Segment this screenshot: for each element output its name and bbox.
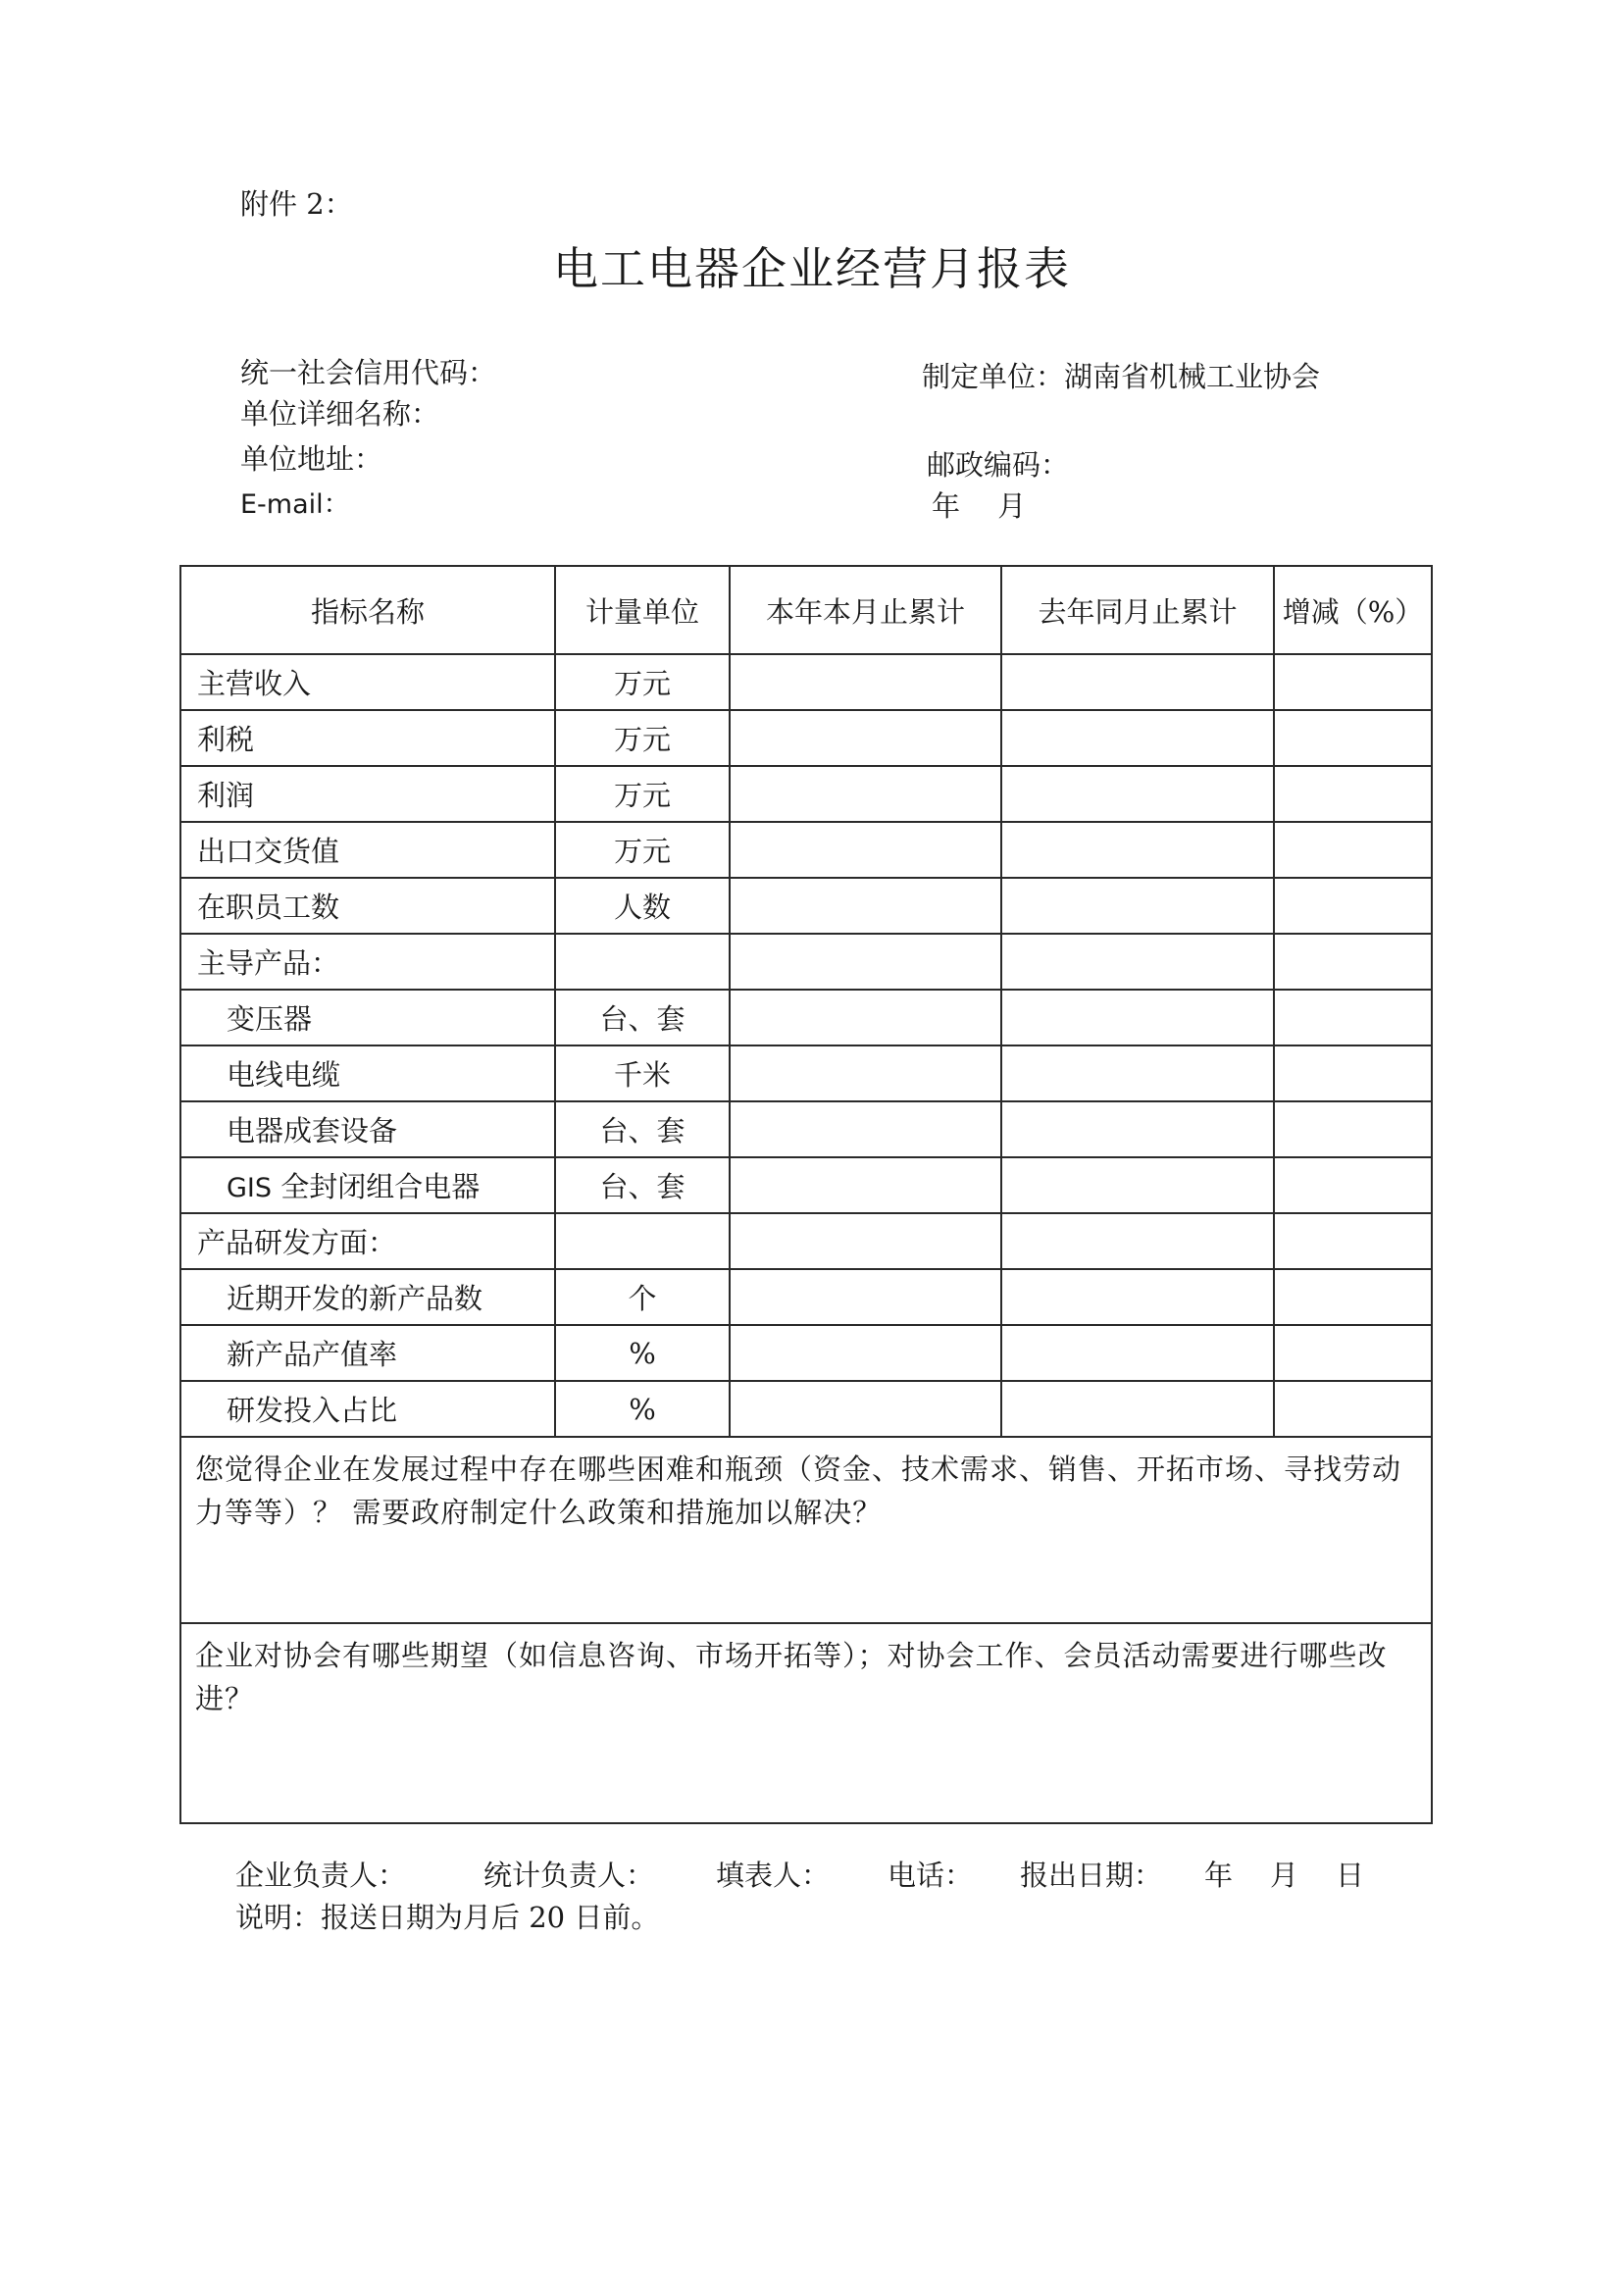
report-table xyxy=(179,565,1433,1824)
last-year-cumulative-cell[interactable] xyxy=(1001,1381,1274,1437)
column-header: 计量单位 xyxy=(555,566,730,654)
indicator-unit: 台、套 xyxy=(555,1157,730,1213)
table-row xyxy=(180,1157,1432,1213)
indicator-name: 出口交货值 xyxy=(180,822,555,878)
indicator-name: 新产品产值率 xyxy=(180,1325,555,1381)
last-year-cumulative-cell[interactable] xyxy=(1001,1269,1274,1325)
current-cumulative-cell[interactable] xyxy=(730,1045,1001,1101)
submission-note: 说明：报送日期为月后 20 日前。 xyxy=(235,1901,660,1934)
change-percent-cell[interactable] xyxy=(1274,1157,1432,1213)
section-heading: 产品研发方面： xyxy=(180,1213,555,1269)
attachment-label: 附件 2： xyxy=(240,187,353,221)
indicator-unit xyxy=(555,1213,730,1269)
change-percent-cell[interactable] xyxy=(1274,1101,1432,1157)
indicator-name: 变压器 xyxy=(180,990,555,1045)
indicator-unit: % xyxy=(555,1381,730,1437)
expectations-question-text: 企业对协会有哪些期望（如信息咨询、市场开拓等）；对协会工作、会员活动需要进行哪些改进？ xyxy=(195,1639,1388,1715)
last-year-cumulative-cell[interactable] xyxy=(1001,934,1274,990)
table-row xyxy=(180,1213,1432,1269)
change-percent-cell[interactable] xyxy=(1274,1269,1432,1325)
indicator-unit xyxy=(555,934,730,990)
current-cumulative-cell[interactable] xyxy=(730,1157,1001,1213)
last-year-cumulative-cell[interactable] xyxy=(1001,1213,1274,1269)
date-month-label: 月 xyxy=(1270,1859,1299,1892)
date-year-label: 年 xyxy=(1204,1859,1234,1892)
credit-code-label: 统一社会信用代码： xyxy=(240,356,497,389)
unit-address-label: 单位地址： xyxy=(240,442,383,476)
current-cumulative-cell[interactable] xyxy=(730,1381,1001,1437)
table-row xyxy=(180,1269,1432,1325)
page-title: 电工电器企业经营月报表 xyxy=(553,242,1071,295)
indicator-unit: 万元 xyxy=(555,822,730,878)
indicator-unit: 千米 xyxy=(555,1045,730,1101)
indicator-name-prefix: GIS xyxy=(227,1173,273,1203)
current-cumulative-cell[interactable] xyxy=(730,766,1001,822)
current-cumulative-cell[interactable] xyxy=(730,822,1001,878)
postal-code-label: 邮政编码： xyxy=(927,448,1070,482)
table-row xyxy=(180,990,1432,1045)
indicator-name-rest: 全封闭组合电器 xyxy=(272,1170,481,1203)
table-row xyxy=(180,1381,1432,1437)
question-row xyxy=(180,1623,1432,1823)
change-percent-cell[interactable] xyxy=(1274,822,1432,878)
indicator-name: 研发投入占比 xyxy=(180,1381,555,1437)
change-percent-cell[interactable] xyxy=(1274,1045,1432,1101)
indicator-name: 利税 xyxy=(180,710,555,766)
current-cumulative-cell[interactable] xyxy=(730,1101,1001,1157)
indicator-name: 电器成套设备 xyxy=(180,1101,555,1157)
indicator-name: 在职员工数 xyxy=(180,878,555,934)
difficulties-question-cell[interactable] xyxy=(180,1437,1432,1623)
change-percent-cell[interactable] xyxy=(1274,1325,1432,1381)
change-percent-cell[interactable] xyxy=(1274,766,1432,822)
column-header: 指标名称 xyxy=(180,566,555,654)
difficulties-question-text: 您觉得企业在发展过程中存在哪些困难和瓶颈（资金、技术需求、销售、开拓市场、寻找劳动力等等）？ 需要政府制定什么政策和措施加以解决？ xyxy=(195,1453,1402,1529)
indicator-unit: 人数 xyxy=(555,878,730,934)
filler-label: 填表人： xyxy=(716,1859,831,1892)
indicator-unit: % xyxy=(555,1325,730,1381)
report-date-label: 报出日期： xyxy=(1020,1859,1163,1892)
expectations-question-cell[interactable] xyxy=(180,1623,1432,1823)
table-row xyxy=(180,934,1432,990)
table-row xyxy=(180,822,1432,878)
change-percent-cell[interactable] xyxy=(1274,1381,1432,1437)
change-percent-cell[interactable] xyxy=(1274,654,1432,710)
unit-name-label: 单位详细名称： xyxy=(240,397,440,431)
last-year-cumulative-cell[interactable] xyxy=(1001,710,1274,766)
table-row xyxy=(180,1325,1432,1381)
last-year-cumulative-cell[interactable] xyxy=(1001,990,1274,1045)
date-day-label: 日 xyxy=(1336,1859,1365,1892)
leader-label: 企业负责人： xyxy=(235,1859,407,1892)
table-row xyxy=(180,710,1432,766)
change-percent-cell[interactable] xyxy=(1274,934,1432,990)
question-row xyxy=(180,1437,1432,1623)
last-year-cumulative-cell[interactable] xyxy=(1001,1101,1274,1157)
indicator-name xyxy=(180,1157,555,1213)
stat-leader-label: 统计负责人： xyxy=(483,1859,655,1892)
last-year-cumulative-cell[interactable] xyxy=(1001,654,1274,710)
change-percent-cell[interactable] xyxy=(1274,990,1432,1045)
issuer-label: 制定单位：湖南省机械工业协会 xyxy=(922,360,1321,393)
last-year-cumulative-cell[interactable] xyxy=(1001,822,1274,878)
column-header: 去年同月止累计 xyxy=(1001,566,1274,654)
indicator-unit: 个 xyxy=(555,1269,730,1325)
current-cumulative-cell[interactable] xyxy=(730,1325,1001,1381)
table-row xyxy=(180,878,1432,934)
table-header-row xyxy=(180,566,1432,654)
email-label: E-mail： xyxy=(240,489,350,520)
indicator-unit: 万元 xyxy=(555,654,730,710)
current-cumulative-cell[interactable] xyxy=(730,934,1001,990)
table-row xyxy=(180,1045,1432,1101)
indicator-name: 利润 xyxy=(180,766,555,822)
column-header: 增减（%） xyxy=(1274,566,1432,654)
last-year-cumulative-cell[interactable] xyxy=(1001,878,1274,934)
indicator-unit: 万元 xyxy=(555,766,730,822)
indicator-name: 主营收入 xyxy=(180,654,555,710)
change-percent-cell[interactable] xyxy=(1274,878,1432,934)
indicator-name: 近期开发的新产品数 xyxy=(180,1269,555,1325)
table-row xyxy=(180,654,1432,710)
table-row xyxy=(180,1101,1432,1157)
last-year-cumulative-cell[interactable] xyxy=(1001,1325,1274,1381)
current-cumulative-cell[interactable] xyxy=(730,1269,1001,1325)
last-year-cumulative-cell[interactable] xyxy=(1001,766,1274,822)
indicator-unit: 台、套 xyxy=(555,1101,730,1157)
change-percent-cell[interactable] xyxy=(1274,710,1432,766)
current-cumulative-cell[interactable] xyxy=(730,878,1001,934)
current-cumulative-cell[interactable] xyxy=(730,1213,1001,1269)
indicator-unit: 台、套 xyxy=(555,990,730,1045)
current-cumulative-cell[interactable] xyxy=(730,990,1001,1045)
indicator-unit: 万元 xyxy=(555,710,730,766)
year-month-label: 年 月 xyxy=(932,489,1027,523)
table-row xyxy=(180,766,1432,822)
current-cumulative-cell[interactable] xyxy=(730,710,1001,766)
column-header: 本年本月止累计 xyxy=(730,566,1001,654)
section-heading: 主导产品： xyxy=(180,934,555,990)
current-cumulative-cell[interactable] xyxy=(730,654,1001,710)
change-percent-cell[interactable] xyxy=(1274,1213,1432,1269)
last-year-cumulative-cell[interactable] xyxy=(1001,1045,1274,1101)
indicator-name: 电线电缆 xyxy=(180,1045,555,1101)
last-year-cumulative-cell[interactable] xyxy=(1001,1157,1274,1213)
phone-label: 电话： xyxy=(888,1859,974,1892)
